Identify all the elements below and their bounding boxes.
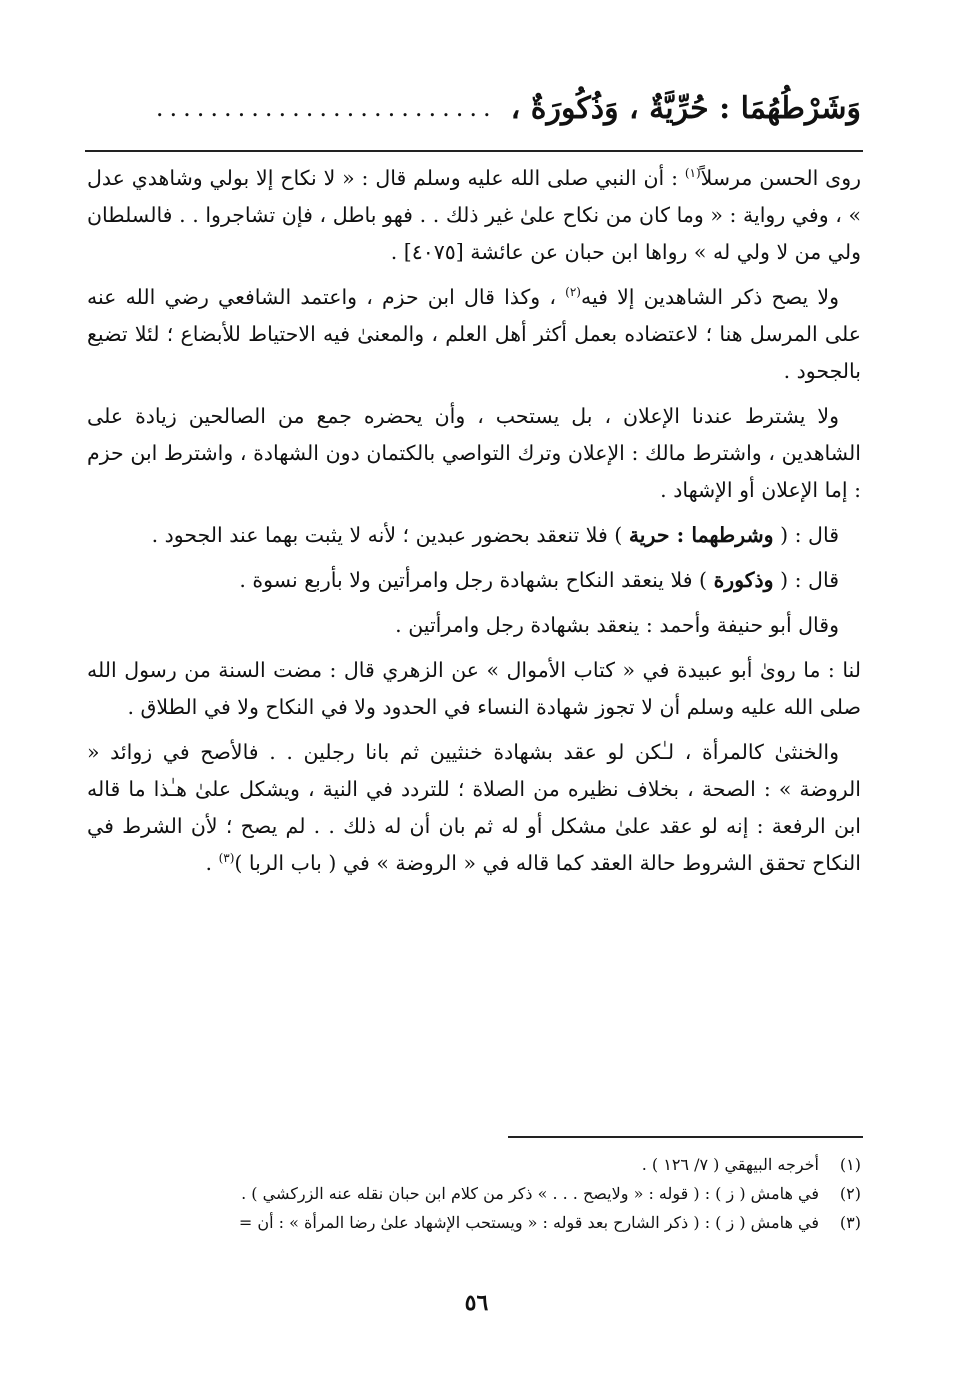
p4-text-a: قال : ( xyxy=(773,523,839,547)
footnote-text: في هامش ( ز ) : ( ذكر الشارح بعد قوله : « ويستحب الإشهاد علىٰ رضا المرأة » : أن = xyxy=(238,1213,819,1232)
p5-matn: وذكورة xyxy=(713,568,774,592)
paragraph-1 xyxy=(87,160,861,271)
footnote-divider xyxy=(508,1136,863,1138)
main-text xyxy=(87,160,861,890)
p5-text-a: قال : ( xyxy=(773,568,839,592)
footnote-number: (٣) xyxy=(839,1213,861,1232)
p1-text-a: روى الحسن مرسلاً xyxy=(700,166,861,190)
p2-text-a: ولا يصح ذكر الشاهدين إلا فيه xyxy=(580,285,839,309)
p8-text-a: والخنثىٰ كالمرأة ، لـٰكن لو عقد بشهادة خنثيين ثم بانا رجلين . . فالأصح في زوائد « الروضة » : الصحة ، بخلاف نظيره من الصلاة ؛ للتردد في النية ، ويشكل علىٰ هـٰذا ما قاله ابن الرفعة : إنه لو عقد علىٰ مشكل أو له ثم بان أن له ذلك . . لم يصح ؛ لأن الشرط في النكاح تحقق الشروط حالة العقد كما قاله في « الروضة » في ( باب الربا ) xyxy=(87,740,861,875)
paragraph-3: ولا يشترط عندنا الإعلان ، بل يستحب ، وأن يحضره جمع من الصالحين زيادة على الشاهدين ، واشترط مالك : الإعلان وترك التواصي بالكتمان دون الشهادة ، واشترط ابن حزم : إما الإعلان أو الإشهاد . xyxy=(87,404,861,502)
paragraph-8 xyxy=(87,734,861,882)
p4-text-b: ) فلا تنعقد بحضور عبدين ؛ لأنه لا يثبت بهما عند الجحود . xyxy=(151,523,629,547)
paragraph-4 xyxy=(87,517,861,554)
footnote-1 xyxy=(87,1150,861,1179)
paragraph-7: لنا : ما روىٰ أبو عبيدة في « كتاب الأموال » عن الزهري قال : مضت السنة من رسول الله صلى الله عليه وسلم أن لا تجوز شهادة النساء في الحدود ولا في النكاح ولا في الطلاق . xyxy=(87,658,861,719)
footnote-ref-1[interactable]: (١) xyxy=(684,166,701,181)
p4-matn: وشرطهما : حرية xyxy=(628,523,774,547)
footnote-number: (٢) xyxy=(839,1184,861,1203)
p2-text-b: ، وكذا قال ابن حزم ، واعتمد الشافعي رضي الله عنه على المرسل هنا ؛ لاعتضاده بعمل أكثر أهل العلم ، والمعنىٰ فيه الاحتياط للأبضاع ؛ لئلا تضيع بالجحود . xyxy=(87,285,861,383)
footnote-3 xyxy=(87,1208,861,1237)
running-header xyxy=(81,78,861,138)
header-title: وَشَرْطُهُمَا : حُرِّيَّةٌ ، وَذُكُورَةٌ ، xyxy=(510,90,861,126)
footnote-text: في هامش ( ز ) : ( قوله : « ولايصح . . . » ذكر من كلام ابن حبان نقله عنه الزركشي ) . xyxy=(241,1184,819,1203)
header-divider xyxy=(85,150,863,152)
page-number: ٥٦ xyxy=(464,1290,489,1316)
footnote-number: (١) xyxy=(839,1155,861,1174)
footnote-text: أخرجه البيهقي ( ٧/ ١٢٦ ) . xyxy=(641,1155,819,1174)
p1-text-b: : أن النبي صلى الله عليه وسلم قال : « لا نكاح إلا بولي وشاهدي عدل » ، وفي رواية : « وما كان من نكاح علىٰ غير ذلك . . فهو باطل ، فإن تشاجروا . . فالسلطان ولي من لا ولي له » رواها ابن حبان عن عائشة [٤٠٧٥] . xyxy=(87,166,861,264)
p8-text-b: . xyxy=(205,851,219,875)
footnotes xyxy=(87,1150,861,1237)
footnote-ref-2[interactable]: (٢) xyxy=(565,285,581,300)
p5-text-b: ) فلا ينعقد النكاح بشهادة رجل وامرأتين ولا بأربع نسوة . xyxy=(239,568,714,592)
paragraph-2 xyxy=(87,279,861,390)
footnote-2 xyxy=(87,1179,861,1208)
paragraph-6: وقال أبو حنيفة وأحمد : ينعقد بشهادة رجل وامرأتين . xyxy=(395,613,839,637)
header-dots: ......................... xyxy=(155,94,497,122)
footnote-ref-3[interactable]: (٣) xyxy=(218,851,235,866)
paragraph-5 xyxy=(87,562,861,599)
